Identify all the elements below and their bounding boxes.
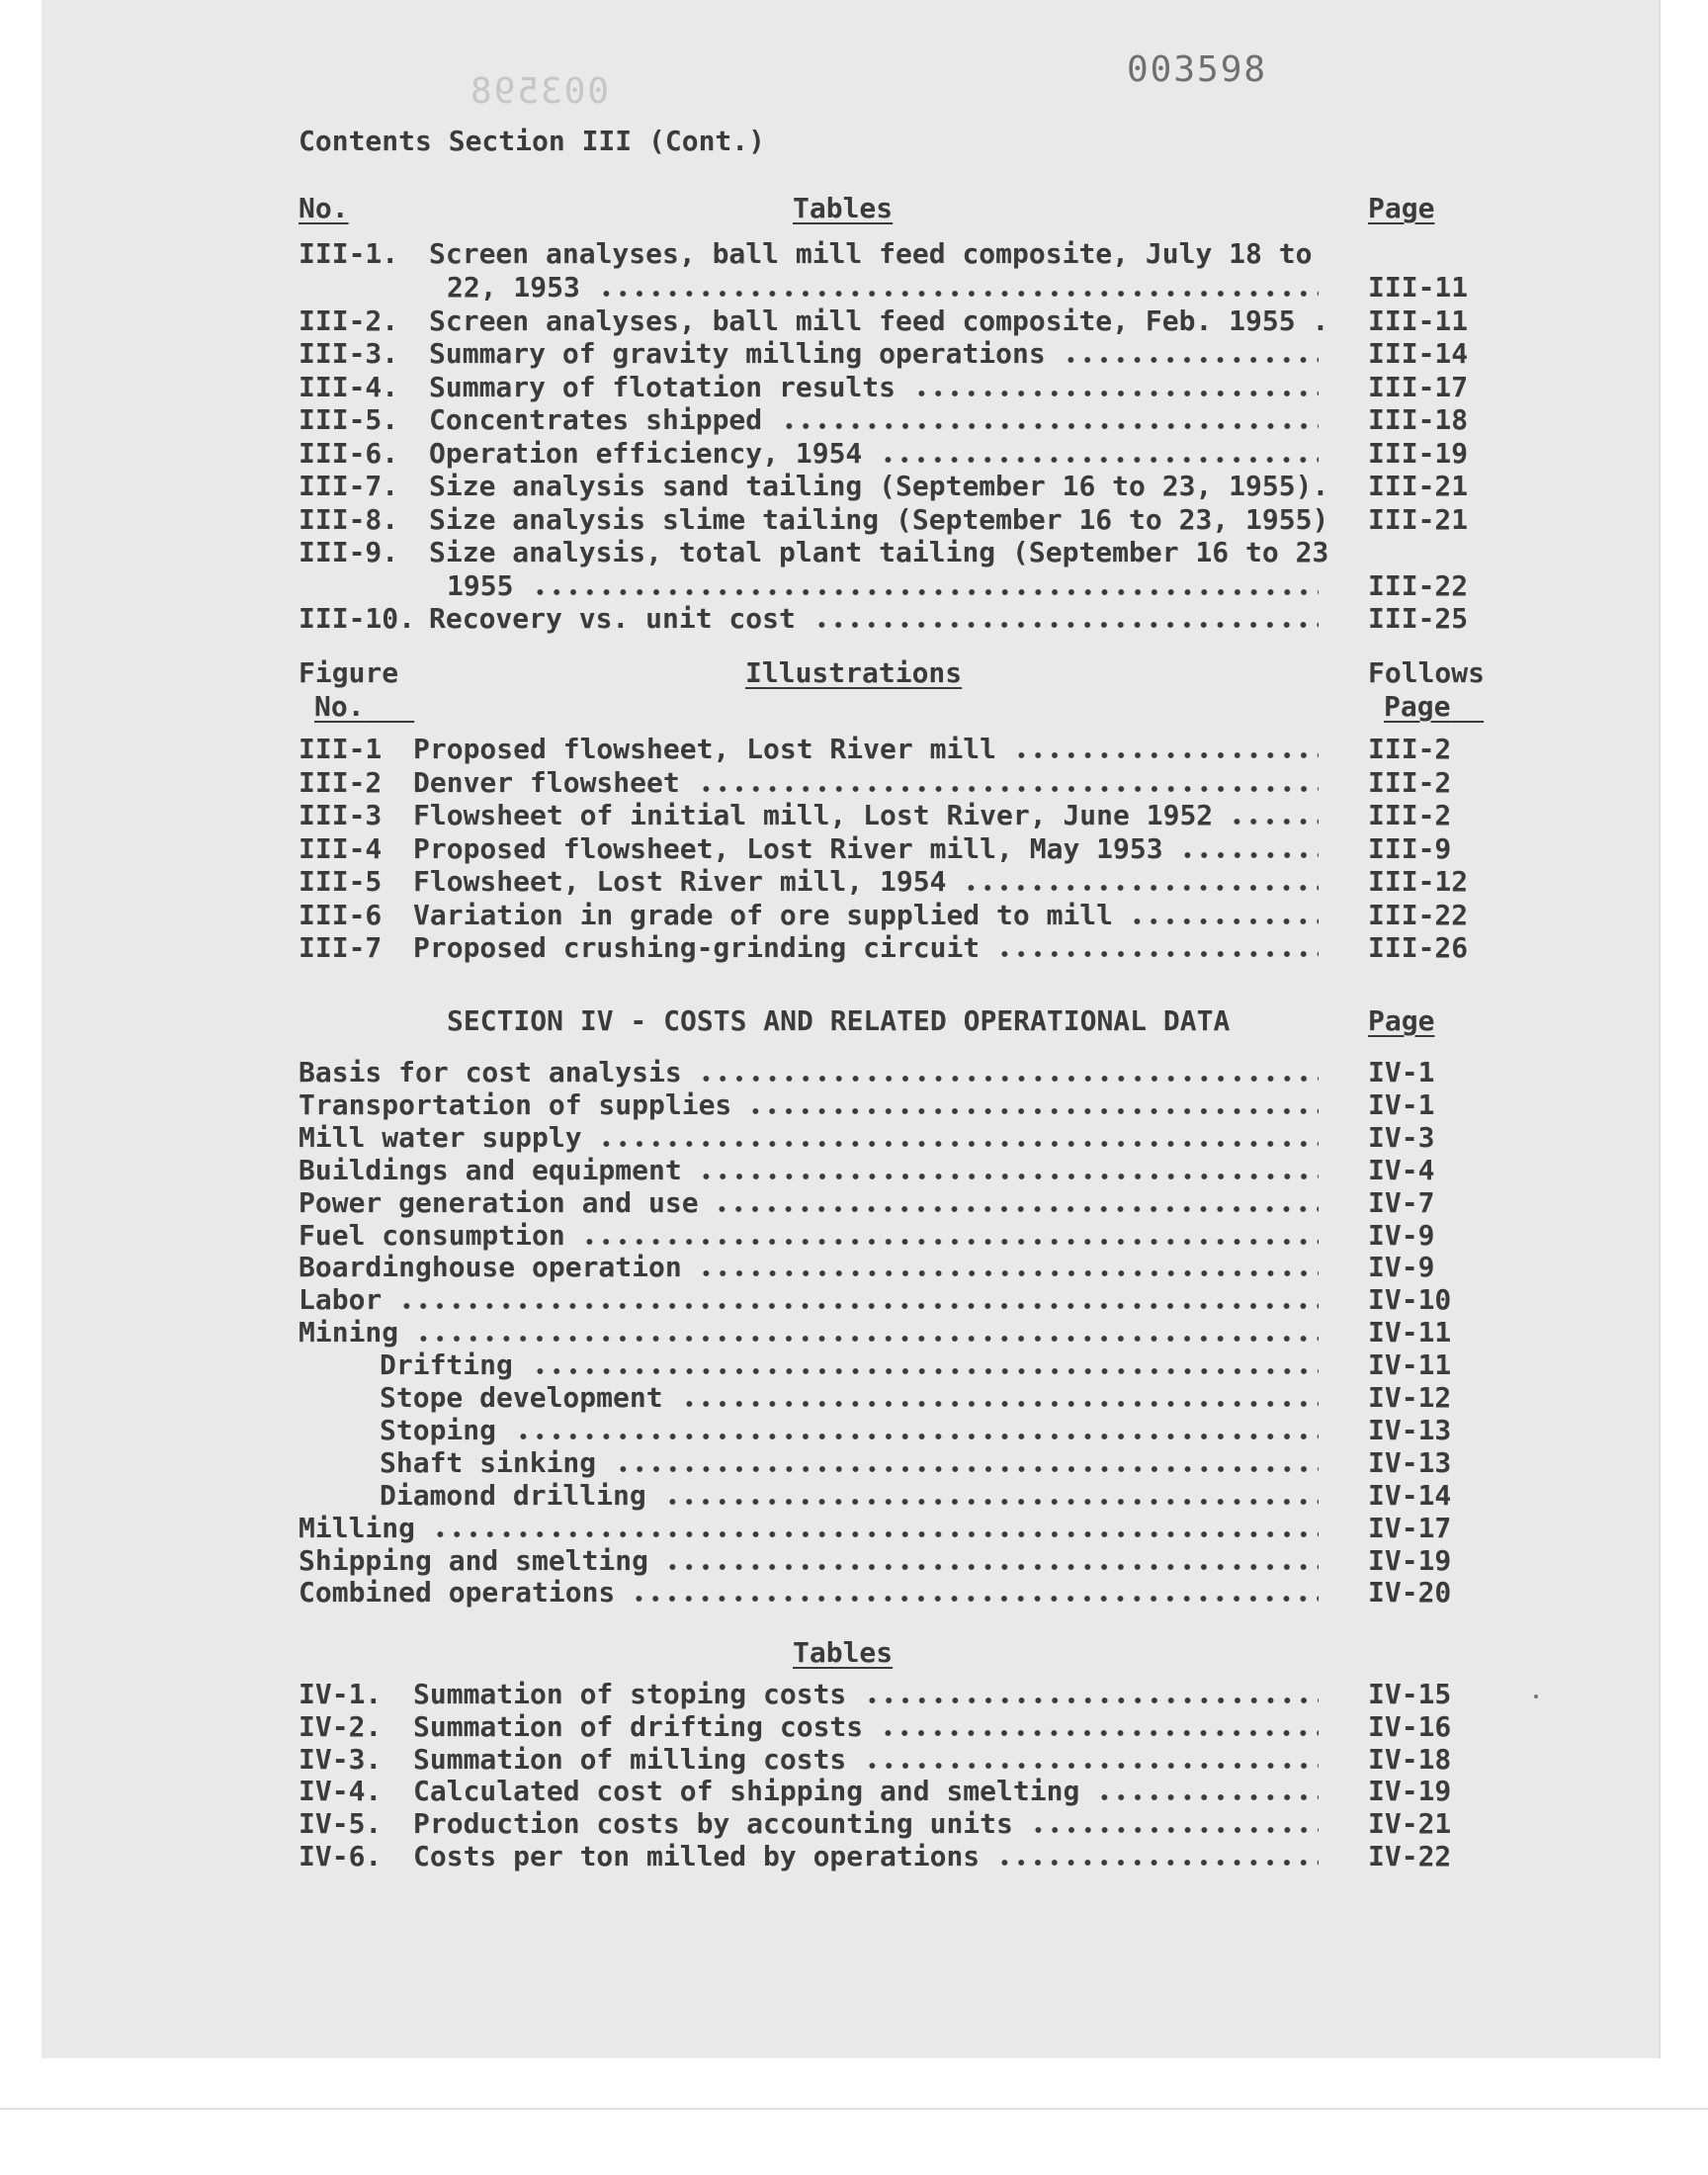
toc-row	[0, 237, 1708, 271]
dot-leader	[615, 1465, 1319, 1473]
toc-row	[0, 1807, 1708, 1841]
table-number: III-8.	[299, 503, 399, 536]
figure-number: III-7	[299, 931, 383, 964]
dot-leader	[1030, 1826, 1319, 1834]
figure-page: III-12	[1368, 865, 1469, 898]
item-page: IV-12	[1368, 1381, 1452, 1414]
item-title: Mill water supply	[299, 1120, 582, 1154]
dot-leader	[598, 290, 1319, 298]
item-title: Milling	[299, 1511, 416, 1544]
figure-number: III-3	[299, 799, 383, 831]
table-number: IV-6.	[299, 1840, 383, 1872]
item-title: Transportation of supplies	[299, 1088, 732, 1121]
table-title: 1955	[447, 569, 514, 602]
table-number: III-6.	[299, 437, 399, 470]
subitem-title: Diamond drilling	[380, 1478, 646, 1512]
dot-leader	[963, 884, 1319, 892]
item-title: Buildings and equipment	[299, 1153, 682, 1186]
item-page: IV-1	[1368, 1056, 1435, 1088]
toc-row	[0, 271, 1708, 304]
table-page: IV-19	[1368, 1775, 1452, 1808]
tables-iv-header: Tables	[793, 1636, 894, 1669]
figure-page: III-2	[1368, 733, 1452, 765]
table-page: III-11	[1368, 304, 1469, 337]
item-title: Fuel consumption	[299, 1218, 565, 1252]
dot-leader	[432, 1530, 1319, 1538]
toc-row	[0, 1446, 1708, 1480]
subitem-title: Stope development	[380, 1381, 663, 1414]
dot-leader	[598, 1140, 1319, 1148]
table-title: Size analysis slime tailing (September 16 to 23, 1955)	[429, 503, 1329, 536]
toc-row	[0, 304, 1708, 338]
toc-row	[0, 403, 1708, 437]
document-number-stamp: 003598	[1127, 49, 1268, 90]
table-title: Screen analyses, ball mill feed composite, Feb. 1955 .	[429, 304, 1329, 337]
figure-number: III-1	[299, 733, 383, 765]
dot-leader	[996, 950, 1319, 958]
toc-row	[0, 437, 1708, 471]
toc-row	[0, 1743, 1708, 1777]
table-page: IV-21	[1368, 1807, 1452, 1841]
figure-title: Proposed crushing-grinding circuit	[413, 931, 981, 964]
item-page: IV-11	[1368, 1348, 1452, 1382]
dot-leader	[532, 588, 1319, 596]
dot-leader	[398, 1302, 1319, 1310]
table-page: III-21	[1368, 470, 1469, 502]
dot-leader	[681, 1400, 1319, 1408]
toc-row	[0, 865, 1708, 899]
dot-leader	[664, 1563, 1319, 1571]
item-page: IV-17	[1368, 1511, 1452, 1544]
dot-leader	[996, 1859, 1319, 1867]
item-title: Power generation and use	[299, 1185, 699, 1219]
table-title: Recovery vs. unit cost	[429, 602, 796, 635]
toc-row	[0, 503, 1708, 537]
dot-leader	[631, 1595, 1319, 1603]
table-page: IV-22	[1368, 1840, 1452, 1872]
toc-row	[0, 1381, 1708, 1415]
dot-leader	[913, 390, 1319, 397]
dot-leader	[714, 1205, 1319, 1213]
figure-title: Denver flowsheet	[413, 765, 680, 799]
figure-title: Flowsheet, Lost River mill, 1954	[413, 865, 947, 898]
table-page: IV-18	[1368, 1742, 1452, 1776]
item-page: IV-9	[1368, 1251, 1435, 1284]
toc-row	[0, 766, 1708, 800]
table-number: III-9.	[299, 536, 399, 568]
table-title: Production costs by accounting units	[413, 1807, 1013, 1841]
figure-number: III-6	[299, 898, 383, 931]
figure-page: III-9	[1368, 831, 1452, 865]
table-page: IV-16	[1368, 1709, 1452, 1743]
dot-leader	[515, 1433, 1319, 1440]
dot-leader	[698, 1075, 1319, 1083]
figure-title: Flowsheet of initial mill, Lost River, June 1952	[413, 799, 1214, 831]
toc-row	[0, 1251, 1708, 1284]
table-number: III-1.	[299, 237, 399, 270]
table-number: III-5.	[299, 403, 399, 436]
toc-row	[0, 1056, 1708, 1089]
item-title: Basis for cost analysis	[299, 1056, 682, 1088]
toc-row	[0, 337, 1708, 371]
table-title: Summation of milling costs	[413, 1742, 847, 1776]
table-number: IV-2.	[299, 1709, 383, 1743]
toc-row	[0, 1678, 1708, 1711]
table-title: Calculated cost of shipping and smelting	[413, 1775, 1080, 1808]
figure-title: Proposed flowsheet, Lost River mill	[413, 733, 997, 765]
table-title: Screen analyses, ball mill feed composite, July 18 to	[429, 237, 1313, 270]
scan-edge-line	[0, 2108, 1708, 2110]
table-page: III-11	[1368, 271, 1469, 304]
item-page: IV-4	[1368, 1153, 1435, 1186]
toc-row	[0, 733, 1708, 766]
table-title: Size analysis, total plant tailing (September 16 to 23	[429, 536, 1329, 568]
table-title: Size analysis sand tailing (September 16 to 23, 1955).	[429, 470, 1329, 502]
toc-row	[0, 799, 1708, 832]
toc-row	[0, 1316, 1708, 1349]
table-number: IV-4.	[299, 1775, 383, 1808]
illustrations-figure-header: Figure	[299, 656, 399, 689]
subitem-title: Drifting	[380, 1348, 513, 1382]
illustrations-no-header-label: No.	[314, 690, 365, 723]
table-title: Operation efficiency, 1954	[429, 437, 863, 470]
table-number: III-4.	[299, 371, 399, 403]
toc-row	[0, 569, 1708, 603]
item-page: IV-9	[1368, 1218, 1435, 1252]
table-title: 22, 1953	[447, 271, 580, 304]
table-number: IV-5.	[299, 1807, 383, 1841]
item-page: IV-14	[1368, 1478, 1452, 1512]
figure-number: III-4	[299, 831, 383, 865]
subitem-title: Shaft sinking	[380, 1445, 597, 1479]
table-page: III-18	[1368, 403, 1469, 436]
toc-row	[0, 1479, 1708, 1513]
figure-title: Variation in grade of ore supplied to mill	[413, 898, 1114, 931]
dot-leader	[581, 1238, 1319, 1246]
dot-leader	[698, 785, 1319, 793]
table-number: III-2.	[299, 304, 399, 337]
table-page: III-14	[1368, 337, 1469, 370]
toc-row	[0, 1544, 1708, 1578]
toc-row	[0, 602, 1708, 636]
table-title: Summary of flotation results	[429, 371, 897, 403]
table-title: Costs per ton milled by operations	[413, 1840, 981, 1872]
section-iv-page-header: Page	[1368, 1004, 1435, 1037]
table-title: Summary of gravity milling operations	[429, 337, 1046, 370]
table-number: IV-3.	[299, 1742, 383, 1776]
figure-number: III-2	[299, 765, 383, 799]
table-title: Summation of drifting costs	[413, 1709, 864, 1743]
toc-row	[0, 371, 1708, 404]
table-title: Concentrates shipped	[429, 403, 763, 436]
item-page: IV-20	[1368, 1576, 1452, 1610]
illustrations-header: Illustrations	[745, 656, 963, 689]
subitem-title: Stoping	[380, 1413, 497, 1446]
toc-row	[0, 931, 1708, 965]
dot-leader	[781, 422, 1319, 430]
dot-leader	[880, 456, 1319, 464]
figure-page: III-2	[1368, 765, 1452, 799]
tables-page-header: Page	[1368, 192, 1435, 224]
figure-page: III-2	[1368, 799, 1452, 831]
toc-row	[0, 1710, 1708, 1744]
table-number: IV-1.	[299, 1678, 383, 1710]
item-title: Boardinghouse operation	[299, 1251, 682, 1284]
illustrations-page-header-label: Page	[1384, 690, 1451, 723]
toc-row	[0, 1219, 1708, 1253]
toc-row	[0, 832, 1708, 866]
table-number: III-7.	[299, 470, 399, 502]
illustrations-follows-header: Follows	[1368, 656, 1486, 689]
item-page: IV-1	[1368, 1088, 1435, 1121]
toc-row	[0, 1283, 1708, 1317]
item-title: Mining	[299, 1316, 399, 1349]
toc-row	[0, 1512, 1708, 1545]
toc-row	[0, 1121, 1708, 1155]
toc-row	[0, 1414, 1708, 1447]
figure-title: Proposed flowsheet, Lost River mill, May 1953	[413, 831, 1163, 865]
dot-leader	[813, 621, 1319, 629]
figure-page: III-22	[1368, 898, 1469, 931]
toc-row	[0, 899, 1708, 932]
dot-leader	[415, 1335, 1319, 1343]
table-page: III-25	[1368, 602, 1469, 635]
section-iv-title: SECTION IV - COSTS AND RELATED OPERATIONAL DATA	[447, 1004, 1231, 1037]
tables-no-header: No.	[299, 192, 349, 224]
table-page: III-21	[1368, 503, 1469, 536]
table-page: III-22	[1368, 569, 1469, 602]
item-title: Labor	[299, 1283, 383, 1317]
item-page: IV-13	[1368, 1413, 1452, 1446]
item-page: IV-3	[1368, 1120, 1435, 1154]
dot-leader	[864, 1762, 1319, 1770]
dot-leader	[1129, 917, 1319, 925]
dot-leader	[1013, 751, 1319, 759]
figure-number: III-5	[299, 865, 383, 898]
item-page: IV-19	[1368, 1543, 1452, 1577]
dot-leader	[698, 1173, 1319, 1180]
figure-page: III-26	[1368, 931, 1469, 964]
item-page: IV-7	[1368, 1185, 1435, 1219]
toc-row	[0, 1576, 1708, 1610]
table-title: Summation of stoping costs	[413, 1678, 847, 1710]
dot-leader	[880, 1729, 1319, 1737]
item-title: Combined operations	[299, 1576, 616, 1610]
item-title: Shipping and smelting	[299, 1543, 649, 1577]
toc-row	[0, 536, 1708, 569]
toc-row	[0, 1348, 1708, 1382]
dot-leader	[1229, 818, 1319, 826]
toc-row	[0, 1154, 1708, 1187]
dot-leader	[698, 1269, 1319, 1277]
illustrations-page-header	[1368, 690, 1484, 724]
dot-leader	[747, 1107, 1319, 1115]
item-page: IV-13	[1368, 1445, 1452, 1479]
dot-leader	[864, 1696, 1319, 1704]
toc-row	[0, 1840, 1708, 1873]
table-number: III-10.	[299, 602, 416, 635]
table-page: III-19	[1368, 437, 1469, 470]
document-number-bleedthrough: 003598	[469, 71, 610, 112]
dot-leader	[1096, 1793, 1319, 1801]
illustrations-no-header	[299, 690, 399, 724]
item-page: IV-11	[1368, 1316, 1452, 1349]
table-page: IV-15	[1368, 1678, 1452, 1710]
toc-row	[0, 1186, 1708, 1220]
toc-row	[0, 470, 1708, 503]
dot-leader	[532, 1367, 1319, 1375]
tables-header: Tables	[793, 192, 894, 224]
toc-row	[0, 1088, 1708, 1122]
table-page: III-17	[1368, 371, 1469, 403]
dot-leader	[664, 1498, 1319, 1506]
table-number: III-3.	[299, 337, 399, 370]
dot-leader	[1179, 851, 1319, 859]
section-title: Contents Section III (Cont.)	[299, 125, 766, 157]
toc-row	[0, 1775, 1708, 1808]
item-page: IV-10	[1368, 1283, 1452, 1317]
dot-leader	[1063, 356, 1319, 364]
